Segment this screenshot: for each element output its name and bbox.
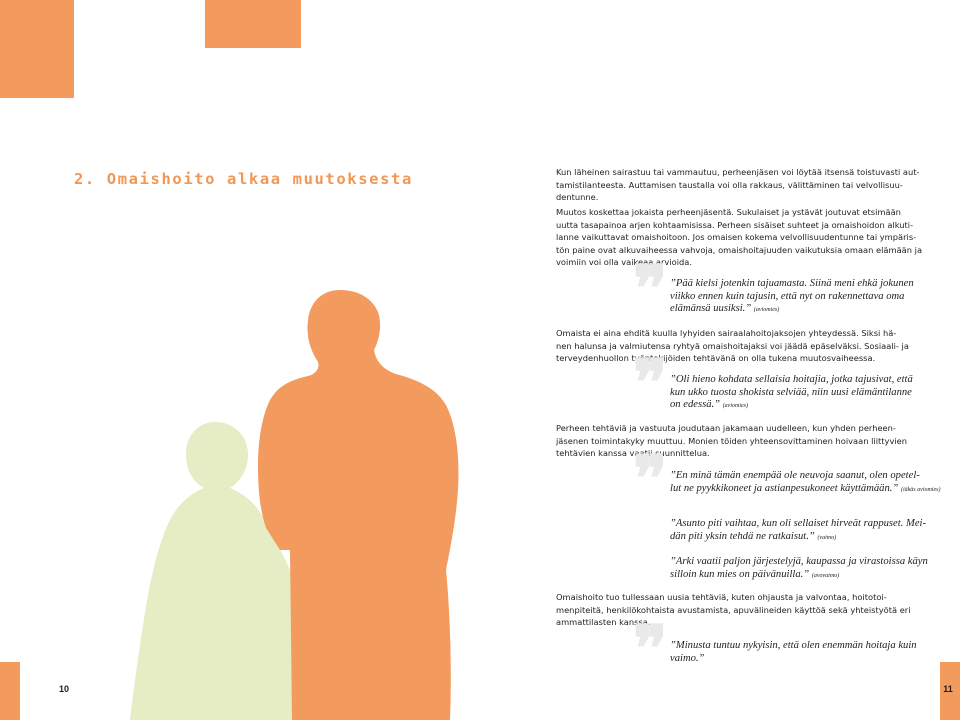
- text-line: menpiteitä, henkilökohtaista avustamista, apuvälineiden käyttöä sekä yhteistyötä eri: [556, 604, 911, 615]
- paragraph-2: [556, 206, 923, 269]
- text-line: Perheen tehtäviä ja vastuuta joudutaan jakamaan uudelleen, kun yhden perheen-: [556, 423, 896, 433]
- quote-4: [670, 518, 926, 544]
- quote-line: ”Oli hieno kohdata sellaisia hoitajia, jotka tajusivat, että: [670, 374, 913, 385]
- quote-text: elämänsä uusiksi.”: [670, 303, 752, 315]
- quote-mark-icon: ❞: [633, 442, 668, 517]
- quote-line: ”Arki vaatii paljon järjestelyjä, kaupassa ja virastoissa käyn: [670, 556, 928, 567]
- quote-line: [670, 482, 941, 497]
- quote-line: ”Minusta tuntuu nykyisin, että olen enemmän hoitaja kuin: [670, 640, 917, 651]
- chapter-title: 2. Omaishoito alkaa muutoksesta: [74, 170, 413, 188]
- paragraph-4: [556, 422, 919, 460]
- text-line: voimiin voi olla vaikeaa arvioida.: [556, 257, 693, 268]
- quote-line: viikko ennen kuin tajusin, että nyt on rakennettava oma: [670, 290, 905, 302]
- text-line: jäsenen toimintakyky muuttuu. Monien töiden yhteensovittaminen hoivaan liittyvien: [556, 435, 908, 446]
- quote-line: kun ukko tuosta shokista selviää, niin uusi elämäntilanne: [670, 386, 912, 398]
- caregiver-silhouettes-illustration: [120, 250, 460, 720]
- quote-text: on edessä.”: [670, 399, 721, 411]
- text-line: Kun läheinen sairastuu tai vammautuu, perheenjäsen voi löytää itsensä toistuvasti aut-: [556, 167, 920, 177]
- quote-line: ”Pää kielsi jotenkin tajuamasta. Siinä meni ehkä jokunen: [670, 278, 914, 289]
- text-line: tön paine ovat alkuvaiheessa vahvoja, omaishoitajuuden vaikutuksia omaan elämään ja: [556, 244, 923, 255]
- quote-3: [670, 470, 941, 496]
- paragraph-5: [556, 591, 919, 629]
- quote-attribution: (aviomies): [753, 307, 780, 314]
- quote-line: [670, 303, 922, 317]
- text-line: Omaista ei aina ehditä kuulla lyhyiden sairaalahoitojaksojen yhteydessä. Siksi hä-: [556, 328, 897, 338]
- text-line: Omaishoito tuo tullessaan uusia tehtäviä, kuten ohjausta ja valvontaa, hoitotoi-: [556, 592, 887, 602]
- quote-line: [670, 569, 922, 583]
- text-line: ammattilasten kanssa.: [556, 617, 651, 628]
- quote-5: [670, 556, 928, 582]
- text-line: Muutos koskettaa jokaista perheenjäsentä. Sukulaiset ja ystävät joutuvat etsimään: [556, 207, 901, 217]
- text-line: dentunne.: [556, 192, 599, 203]
- page-number-left: 10: [58, 684, 69, 694]
- paragraph-3: [556, 327, 919, 365]
- quote-line: ”Asunto piti vaihtaa, kun oli sellaiset hirveät rappuset. Mei-: [670, 518, 926, 529]
- text-line: tamistilanteesta. Auttamisen taustalla voi olla rakkaus, välittäminen tai velvollisuu-: [556, 179, 903, 190]
- text-line: lanne vaikuttavat omaishoitoon. Jos omaisen kokema velvollisuudentunne tai ympäris-: [556, 232, 917, 243]
- quote-line: [670, 399, 922, 413]
- quote-text: silloin kun mies on päivänuilla.”: [670, 568, 810, 580]
- quote-line: vaimo.”: [670, 652, 705, 664]
- quote-line: [670, 531, 922, 545]
- quote-mark-icon: ❞: [633, 252, 668, 327]
- quote-text: dän piti yksin tehdä ne ratkaisut.”: [670, 530, 815, 542]
- decor-block-top-left: [0, 0, 74, 98]
- quote-attribution: (avovaimo): [811, 572, 840, 579]
- quote-attribution: (vaimo): [817, 534, 837, 541]
- quote-mark-icon: ❞: [633, 346, 668, 421]
- text-line: terveydenhuollon työntekijöiden tehtävänä on olla tukena muutosvaiheessa.: [556, 353, 876, 364]
- quote-attribution: (aviomies): [722, 403, 749, 410]
- decor-block-bottom-left: [0, 662, 20, 720]
- quote-mark-icon: ❞: [633, 612, 668, 687]
- quote-attribution: (iäkäs aviomies): [900, 486, 941, 493]
- quote-text: lut ne pyykkikoneet ja astianpesukoneet käyttämään.”: [670, 482, 899, 494]
- text-line: tehtävien kanssa vaatii suunnittelua.: [556, 448, 710, 459]
- paragraph-1: [556, 166, 919, 204]
- walking-stick: [298, 550, 307, 720]
- text-line: uutta tasapainoa arjen kohtaamisissa. Perheen sisäiset suhteet ja omaishoidon alkuti-: [556, 219, 914, 230]
- page-number-right: 11: [943, 684, 953, 694]
- decor-block-top: [205, 0, 301, 48]
- quote-line: ”En minä tämän enempää ole neuvoja saanut, olen opetel-: [670, 470, 920, 481]
- quote-2: [670, 374, 922, 413]
- quote-6: [670, 640, 922, 665]
- quote-1: [670, 278, 922, 317]
- hand: [290, 540, 314, 568]
- text-line: nen halunsa ja valmiutensa ryhtyä omaishoitajaksi voi jäädä epäselväksi. Sosiaali- ja: [556, 340, 909, 351]
